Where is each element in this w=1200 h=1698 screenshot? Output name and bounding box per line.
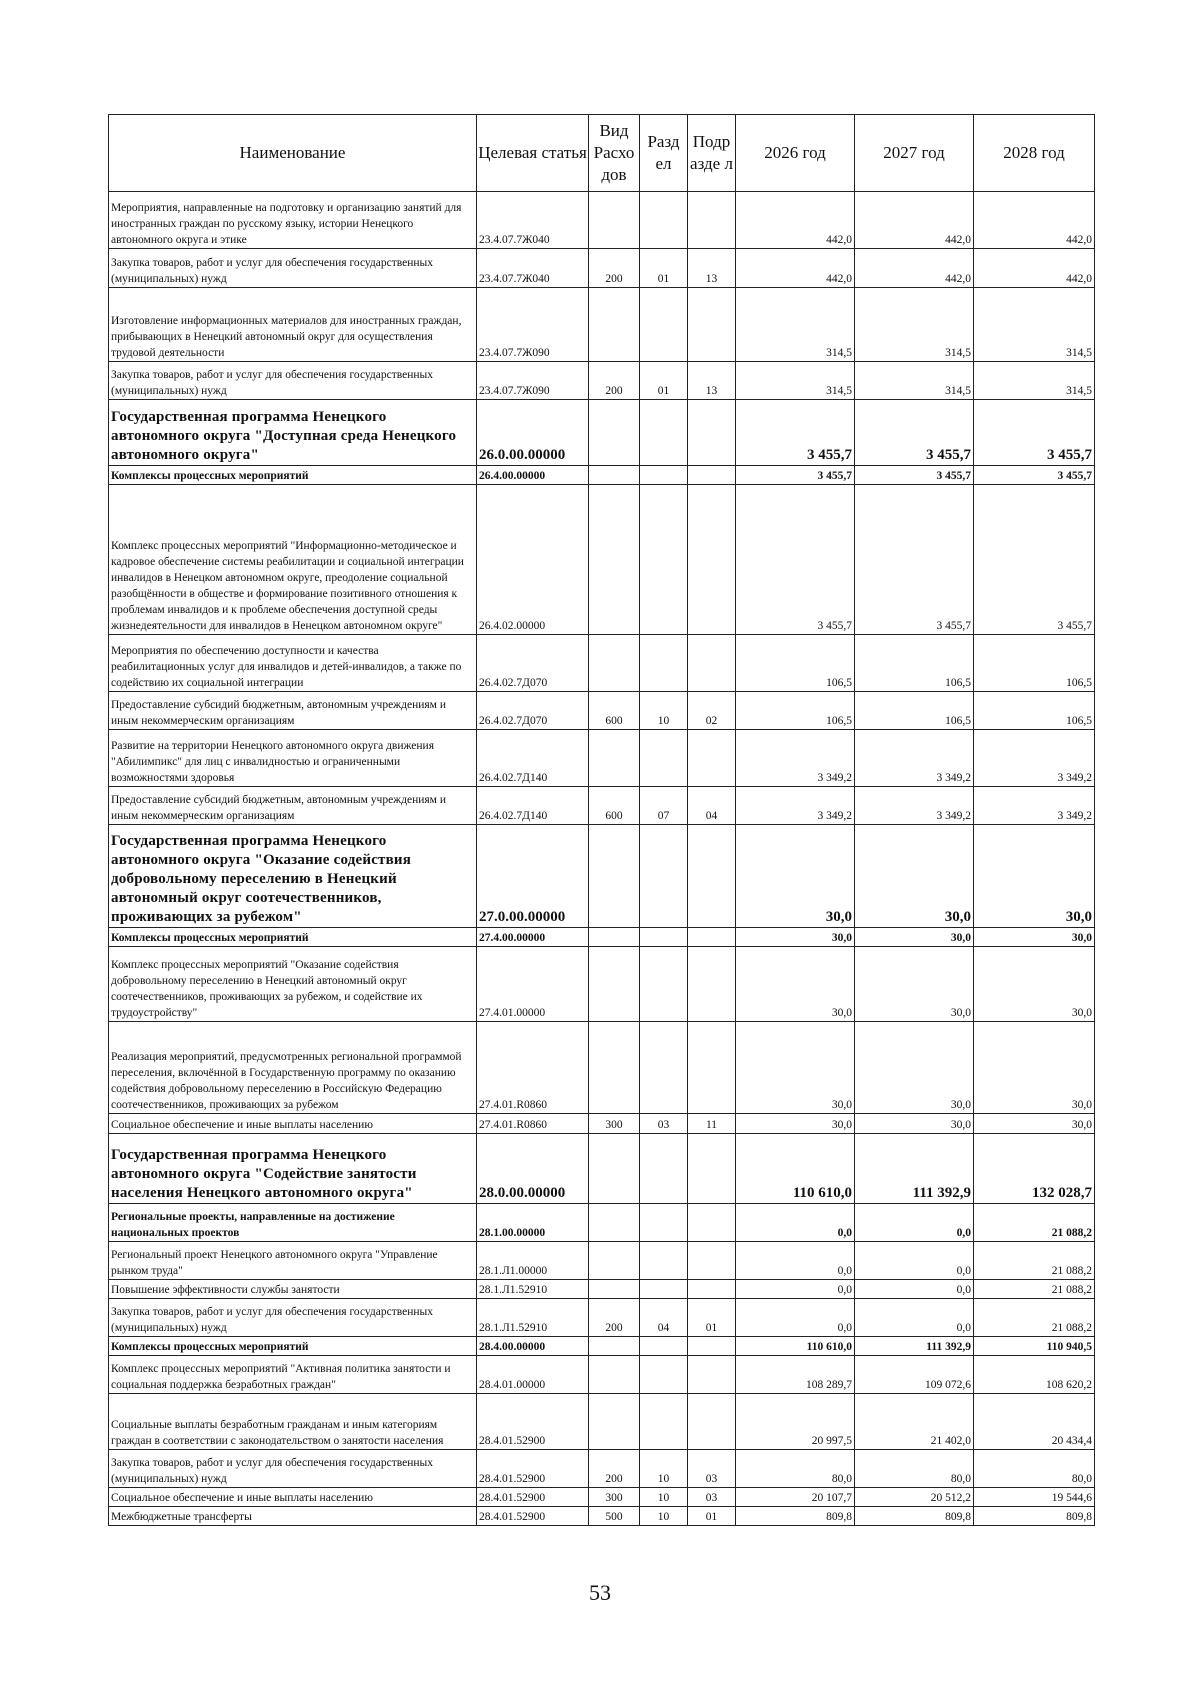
row-subsection: 13 [688, 249, 736, 288]
row-value-2026: 809,8 [736, 1507, 855, 1526]
table-row [109, 1507, 1095, 1526]
row-value-2028: 106,5 [974, 692, 1095, 730]
row-name: Комплексы процессных мероприятий [109, 466, 477, 485]
header-article: Целевая статья [477, 115, 589, 192]
row-target-article: 28.4.00.00000 [477, 1337, 589, 1356]
row-value-2026: 3 349,2 [736, 787, 855, 825]
row-value-2027: 30,0 [855, 947, 974, 1022]
row-name: Реализация мероприятий, предусмотренных региональной программой переселения, включённой в Государственную программу по оказанию содействия добровольному переселению в Российскую Федерацию соотечественников, проживающих за рубежом [109, 1022, 477, 1114]
row-section [640, 192, 688, 249]
row-section [640, 825, 688, 928]
row-name: Комплексы процессных мероприятий [109, 1337, 477, 1356]
row-subsection: 03 [688, 1488, 736, 1507]
row-subsection [688, 1356, 736, 1394]
row-target-article: 23.4.07.7Ж090 [477, 362, 589, 400]
row-value-2028: 19 544,6 [974, 1488, 1095, 1507]
row-value-2026: 30,0 [736, 1114, 855, 1134]
row-target-article: 26.4.02.00000 [477, 485, 589, 635]
table-row [109, 466, 1095, 485]
row-section: 07 [640, 787, 688, 825]
table-row [109, 400, 1095, 466]
row-value-2028: 20 434,4 [974, 1394, 1095, 1450]
table-row [109, 192, 1095, 249]
table-row [109, 1394, 1095, 1450]
row-subsection [688, 1022, 736, 1114]
row-value-2026: 3 455,7 [736, 400, 855, 466]
row-subsection [688, 400, 736, 466]
row-target-article: 28.0.00.00000 [477, 1134, 589, 1204]
row-target-article: 23.4.07.7Ж040 [477, 192, 589, 249]
row-subsection [688, 947, 736, 1022]
table-row [109, 692, 1095, 730]
row-target-article: 27.4.01.R0860 [477, 1114, 589, 1134]
header-name: Наименование [109, 115, 477, 192]
row-subsection [688, 928, 736, 947]
row-value-2027: 30,0 [855, 928, 974, 947]
row-target-article: 27.4.01.00000 [477, 947, 589, 1022]
row-section: 10 [640, 692, 688, 730]
row-expense-type [589, 635, 640, 692]
row-name: Комплекс процессных мероприятий "Информационно-методическое и кадровое обеспечение системы реабилитации и социальной интеграции инвалидов в Ненецком автономном округе, преодоление социальной разобщённости в обществе и формирование позитивного отношения к проблемам инвалидов и к проблеме обеспечения доступной среды жизнедеятельности для инвалидов в Ненецком автономном округе" [109, 485, 477, 635]
row-value-2026: 0,0 [736, 1242, 855, 1280]
row-value-2027: 809,8 [855, 1507, 974, 1526]
row-target-article: 26.4.02.7Д070 [477, 692, 589, 730]
row-target-article: 28.4.01.52900 [477, 1488, 589, 1507]
row-value-2027: 111 392,9 [855, 1134, 974, 1204]
row-name: Государственная программа Ненецкого автономного округа "Оказание содействия добровольному переселению в Ненецкий автономный округ соотечественников, проживающих за рубежом" [109, 825, 477, 928]
row-name: Закупка товаров, работ и услуг для обеспечения государственных (муниципальных) нужд [109, 362, 477, 400]
row-subsection: 04 [688, 787, 736, 825]
row-subsection: 02 [688, 692, 736, 730]
row-section [640, 1242, 688, 1280]
row-expense-type: 300 [589, 1488, 640, 1507]
table-row [109, 249, 1095, 288]
row-section: 10 [640, 1450, 688, 1488]
table-row [109, 288, 1095, 362]
row-value-2028: 314,5 [974, 288, 1095, 362]
row-target-article: 26.0.00.00000 [477, 400, 589, 466]
row-value-2027: 442,0 [855, 192, 974, 249]
row-value-2027: 111 392,9 [855, 1337, 974, 1356]
table-row [109, 362, 1095, 400]
row-value-2027: 3 349,2 [855, 787, 974, 825]
table-row [109, 1337, 1095, 1356]
row-subsection [688, 1394, 736, 1450]
row-value-2028: 314,5 [974, 362, 1095, 400]
row-value-2028: 30,0 [974, 928, 1095, 947]
header-year-2026: 2026 год [736, 115, 855, 192]
row-name: Социальное обеспечение и иные выплаты населению [109, 1114, 477, 1134]
row-target-article: 28.1.Л1.52910 [477, 1280, 589, 1299]
row-name: Изготовление информационных материалов для иностранных граждан, прибывающих в Ненецкий автономный округ для осуществления трудовой деятельности [109, 288, 477, 362]
row-section: 10 [640, 1488, 688, 1507]
row-value-2027: 3 349,2 [855, 730, 974, 787]
row-name: Социальные выплаты безработным гражданам и иным категориям граждан в соответствии с законодательством о занятости населения [109, 1394, 477, 1450]
row-value-2027: 3 455,7 [855, 485, 974, 635]
row-value-2028: 3 349,2 [974, 730, 1095, 787]
row-value-2028: 80,0 [974, 1450, 1095, 1488]
row-target-article: 28.4.01.52900 [477, 1394, 589, 1450]
row-section: 01 [640, 249, 688, 288]
row-value-2028: 3 455,7 [974, 400, 1095, 466]
row-value-2028: 21 088,2 [974, 1204, 1095, 1242]
row-name: Закупка товаров, работ и услуг для обеспечения государственных (муниципальных) нужд [109, 1299, 477, 1337]
row-name: Предоставление субсидий бюджетным, автономным учреждениям и иным некоммерческим организациям [109, 787, 477, 825]
row-target-article: 28.4.01.52900 [477, 1507, 589, 1526]
table-row [109, 928, 1095, 947]
row-section [640, 400, 688, 466]
row-name: Закупка товаров, работ и услуг для обеспечения государственных (муниципальных) нужд [109, 249, 477, 288]
row-subsection [688, 1337, 736, 1356]
row-name: Государственная программа Ненецкого автономного округа "Содействие занятости населения Ненецкого автономного округа" [109, 1134, 477, 1204]
row-expense-type [589, 1356, 640, 1394]
row-target-article: 28.4.01.00000 [477, 1356, 589, 1394]
row-value-2028: 106,5 [974, 635, 1095, 692]
table-row [109, 485, 1095, 635]
table-row [109, 1242, 1095, 1280]
row-subsection [688, 1134, 736, 1204]
row-name: Государственная программа Ненецкого автономного округа "Доступная среда Ненецкого автономного округа" [109, 400, 477, 466]
row-value-2026: 110 610,0 [736, 1337, 855, 1356]
row-subsection [688, 1280, 736, 1299]
row-value-2028: 3 455,7 [974, 485, 1095, 635]
row-section [640, 635, 688, 692]
row-value-2026: 106,5 [736, 692, 855, 730]
row-subsection [688, 485, 736, 635]
row-target-article: 28.1.Л1.52910 [477, 1299, 589, 1337]
row-value-2026: 108 289,7 [736, 1356, 855, 1394]
row-expense-type [589, 466, 640, 485]
header-year-2027: 2027 год [855, 115, 974, 192]
row-value-2027: 106,5 [855, 692, 974, 730]
row-section: 04 [640, 1299, 688, 1337]
row-value-2026: 20 107,7 [736, 1488, 855, 1507]
row-value-2027: 3 455,7 [855, 466, 974, 485]
table-body [109, 192, 1095, 1526]
row-subsection [688, 192, 736, 249]
row-section [640, 466, 688, 485]
row-target-article: 27.4.01.R0860 [477, 1022, 589, 1114]
row-name: Закупка товаров, работ и услуг для обеспечения государственных (муниципальных) нужд [109, 1450, 477, 1488]
table-row [109, 825, 1095, 928]
page-number: 53 [589, 1580, 611, 1605]
row-name: Социальное обеспечение и иные выплаты населению [109, 1488, 477, 1507]
row-expense-type [589, 1134, 640, 1204]
row-name: Повышение эффективности службы занятости [109, 1280, 477, 1299]
row-value-2026: 110 610,0 [736, 1134, 855, 1204]
row-target-article: 26.4.02.7Д140 [477, 787, 589, 825]
row-value-2028: 21 088,2 [974, 1242, 1095, 1280]
row-expense-type: 600 [589, 787, 640, 825]
row-value-2026: 20 997,5 [736, 1394, 855, 1450]
row-value-2028: 132 028,7 [974, 1134, 1095, 1204]
row-target-article: 23.4.07.7Ж090 [477, 288, 589, 362]
row-value-2026: 0,0 [736, 1299, 855, 1337]
row-value-2028: 3 455,7 [974, 466, 1095, 485]
row-subsection [688, 825, 736, 928]
header-expense-type: Вид Расхо дов [589, 115, 640, 192]
row-expense-type: 600 [589, 692, 640, 730]
row-expense-type: 300 [589, 1114, 640, 1134]
row-expense-type [589, 192, 640, 249]
row-name: Мероприятия, направленные на подготовку и организацию занятий для иностранных граждан по русскому языку, истории Ненецкого автономного округа и этике [109, 192, 477, 249]
row-value-2027: 30,0 [855, 825, 974, 928]
row-value-2028: 3 349,2 [974, 787, 1095, 825]
row-value-2027: 20 512,2 [855, 1488, 974, 1507]
row-value-2028: 442,0 [974, 249, 1095, 288]
table-row [109, 1134, 1095, 1204]
row-subsection [688, 730, 736, 787]
row-value-2026: 442,0 [736, 249, 855, 288]
row-target-article: 26.4.02.7Д140 [477, 730, 589, 787]
row-expense-type: 200 [589, 249, 640, 288]
row-section [640, 1394, 688, 1450]
row-value-2027: 314,5 [855, 362, 974, 400]
row-value-2027: 0,0 [855, 1280, 974, 1299]
row-value-2027: 0,0 [855, 1299, 974, 1337]
table-row [109, 635, 1095, 692]
row-subsection [688, 466, 736, 485]
row-value-2026: 0,0 [736, 1280, 855, 1299]
row-value-2026: 442,0 [736, 192, 855, 249]
row-section: 01 [640, 362, 688, 400]
row-value-2027: 106,5 [855, 635, 974, 692]
row-value-2028: 30,0 [974, 947, 1095, 1022]
row-expense-type [589, 1022, 640, 1114]
row-value-2026: 0,0 [736, 1204, 855, 1242]
row-section [640, 730, 688, 787]
row-value-2026: 314,5 [736, 362, 855, 400]
row-value-2026: 30,0 [736, 928, 855, 947]
row-expense-type [589, 928, 640, 947]
table-row [109, 1204, 1095, 1242]
row-value-2026: 30,0 [736, 1022, 855, 1114]
row-name: Комплекс процессных мероприятий "Оказание содействия добровольному переселению в Ненецкий автономный округ соотечественников, проживающих за рубежом, и содействие их трудоустройству" [109, 947, 477, 1022]
table-row [109, 787, 1095, 825]
row-value-2027: 0,0 [855, 1242, 974, 1280]
row-value-2026: 3 455,7 [736, 485, 855, 635]
row-section [640, 1337, 688, 1356]
row-target-article: 27.0.00.00000 [477, 825, 589, 928]
row-value-2028: 30,0 [974, 825, 1095, 928]
row-section: 03 [640, 1114, 688, 1134]
row-expense-type [589, 1280, 640, 1299]
row-value-2028: 110 940,5 [974, 1337, 1095, 1356]
row-target-article: 23.4.07.7Ж040 [477, 249, 589, 288]
header-section: Разд ел [640, 115, 688, 192]
table-row [109, 1280, 1095, 1299]
row-expense-type [589, 288, 640, 362]
row-target-article: 26.4.02.7Д070 [477, 635, 589, 692]
row-section [640, 928, 688, 947]
row-value-2028: 21 088,2 [974, 1299, 1095, 1337]
row-name: Комплексы процессных мероприятий [109, 928, 477, 947]
row-value-2028: 809,8 [974, 1507, 1095, 1526]
row-value-2026: 80,0 [736, 1450, 855, 1488]
table-row [109, 1299, 1095, 1337]
table-header-row [109, 115, 1095, 192]
row-section: 10 [640, 1507, 688, 1526]
row-name: Региональные проекты, направленные на достижение национальных проектов [109, 1204, 477, 1242]
row-name: Развитие на территории Ненецкого автономного округа движения "Абилимпикс" для лиц с инвалидностью и ограниченными возможностями здоровья [109, 730, 477, 787]
row-expense-type [589, 947, 640, 1022]
row-name: Мероприятия по обеспечению доступности и качества реабилитационных услуг для инвалидов и детей-инвалидов, а также по содействию их социальной интеграции [109, 635, 477, 692]
row-subsection [688, 1242, 736, 1280]
row-expense-type [589, 1337, 640, 1356]
row-expense-type [589, 485, 640, 635]
row-value-2028: 30,0 [974, 1022, 1095, 1114]
row-name: Комплекс процессных мероприятий "Активная политика занятости и социальная поддержка безработных граждан" [109, 1356, 477, 1394]
row-value-2027: 21 402,0 [855, 1394, 974, 1450]
row-section [640, 1356, 688, 1394]
row-expense-type: 200 [589, 362, 640, 400]
row-section [640, 1022, 688, 1114]
row-expense-type [589, 400, 640, 466]
row-expense-type: 500 [589, 1507, 640, 1526]
table-row [109, 1488, 1095, 1507]
row-section [640, 1280, 688, 1299]
row-value-2027: 442,0 [855, 249, 974, 288]
row-expense-type [589, 730, 640, 787]
row-value-2027: 80,0 [855, 1450, 974, 1488]
row-value-2027: 109 072,6 [855, 1356, 974, 1394]
row-subsection: 11 [688, 1114, 736, 1134]
table-row [109, 730, 1095, 787]
row-value-2026: 106,5 [736, 635, 855, 692]
table-row [109, 1114, 1095, 1134]
row-name: Региональный проект Ненецкого автономного округа "Управление рынком труда" [109, 1242, 477, 1280]
row-value-2026: 3 349,2 [736, 730, 855, 787]
row-section [640, 1134, 688, 1204]
table-row [109, 1450, 1095, 1488]
row-expense-type: 200 [589, 1299, 640, 1337]
row-subsection [688, 288, 736, 362]
row-expense-type: 200 [589, 1450, 640, 1488]
row-target-article: 27.4.00.00000 [477, 928, 589, 947]
row-subsection: 01 [688, 1299, 736, 1337]
row-value-2026: 314,5 [736, 288, 855, 362]
row-name: Межбюджетные трансферты [109, 1507, 477, 1526]
row-section [640, 947, 688, 1022]
row-subsection: 13 [688, 362, 736, 400]
row-value-2026: 30,0 [736, 947, 855, 1022]
row-value-2027: 30,0 [855, 1022, 974, 1114]
row-section [640, 1204, 688, 1242]
row-target-article: 28.4.01.52900 [477, 1450, 589, 1488]
row-value-2027: 30,0 [855, 1114, 974, 1134]
row-section [640, 485, 688, 635]
row-value-2028: 30,0 [974, 1114, 1095, 1134]
row-subsection [688, 1204, 736, 1242]
header-year-2028: 2028 год [974, 115, 1095, 192]
budget-table [108, 114, 1095, 1526]
row-value-2026: 3 455,7 [736, 466, 855, 485]
row-value-2028: 442,0 [974, 192, 1095, 249]
row-target-article: 28.1.00.00000 [477, 1204, 589, 1242]
row-subsection: 03 [688, 1450, 736, 1488]
table-row [109, 1356, 1095, 1394]
header-subsection: Подр азде л [688, 115, 736, 192]
row-value-2027: 314,5 [855, 288, 974, 362]
row-value-2026: 30,0 [736, 825, 855, 928]
row-expense-type [589, 1394, 640, 1450]
row-expense-type [589, 1242, 640, 1280]
row-value-2028: 108 620,2 [974, 1356, 1095, 1394]
row-expense-type [589, 825, 640, 928]
row-subsection: 01 [688, 1507, 736, 1526]
row-target-article: 26.4.00.00000 [477, 466, 589, 485]
table-row [109, 947, 1095, 1022]
row-expense-type [589, 1204, 640, 1242]
row-value-2027: 0,0 [855, 1204, 974, 1242]
row-name: Предоставление субсидий бюджетным, автономным учреждениям и иным некоммерческим организациям [109, 692, 477, 730]
row-target-article: 28.1.Л1.00000 [477, 1242, 589, 1280]
row-value-2028: 21 088,2 [974, 1280, 1095, 1299]
table-row [109, 1022, 1095, 1114]
row-subsection [688, 635, 736, 692]
row-section [640, 288, 688, 362]
row-value-2027: 3 455,7 [855, 400, 974, 466]
